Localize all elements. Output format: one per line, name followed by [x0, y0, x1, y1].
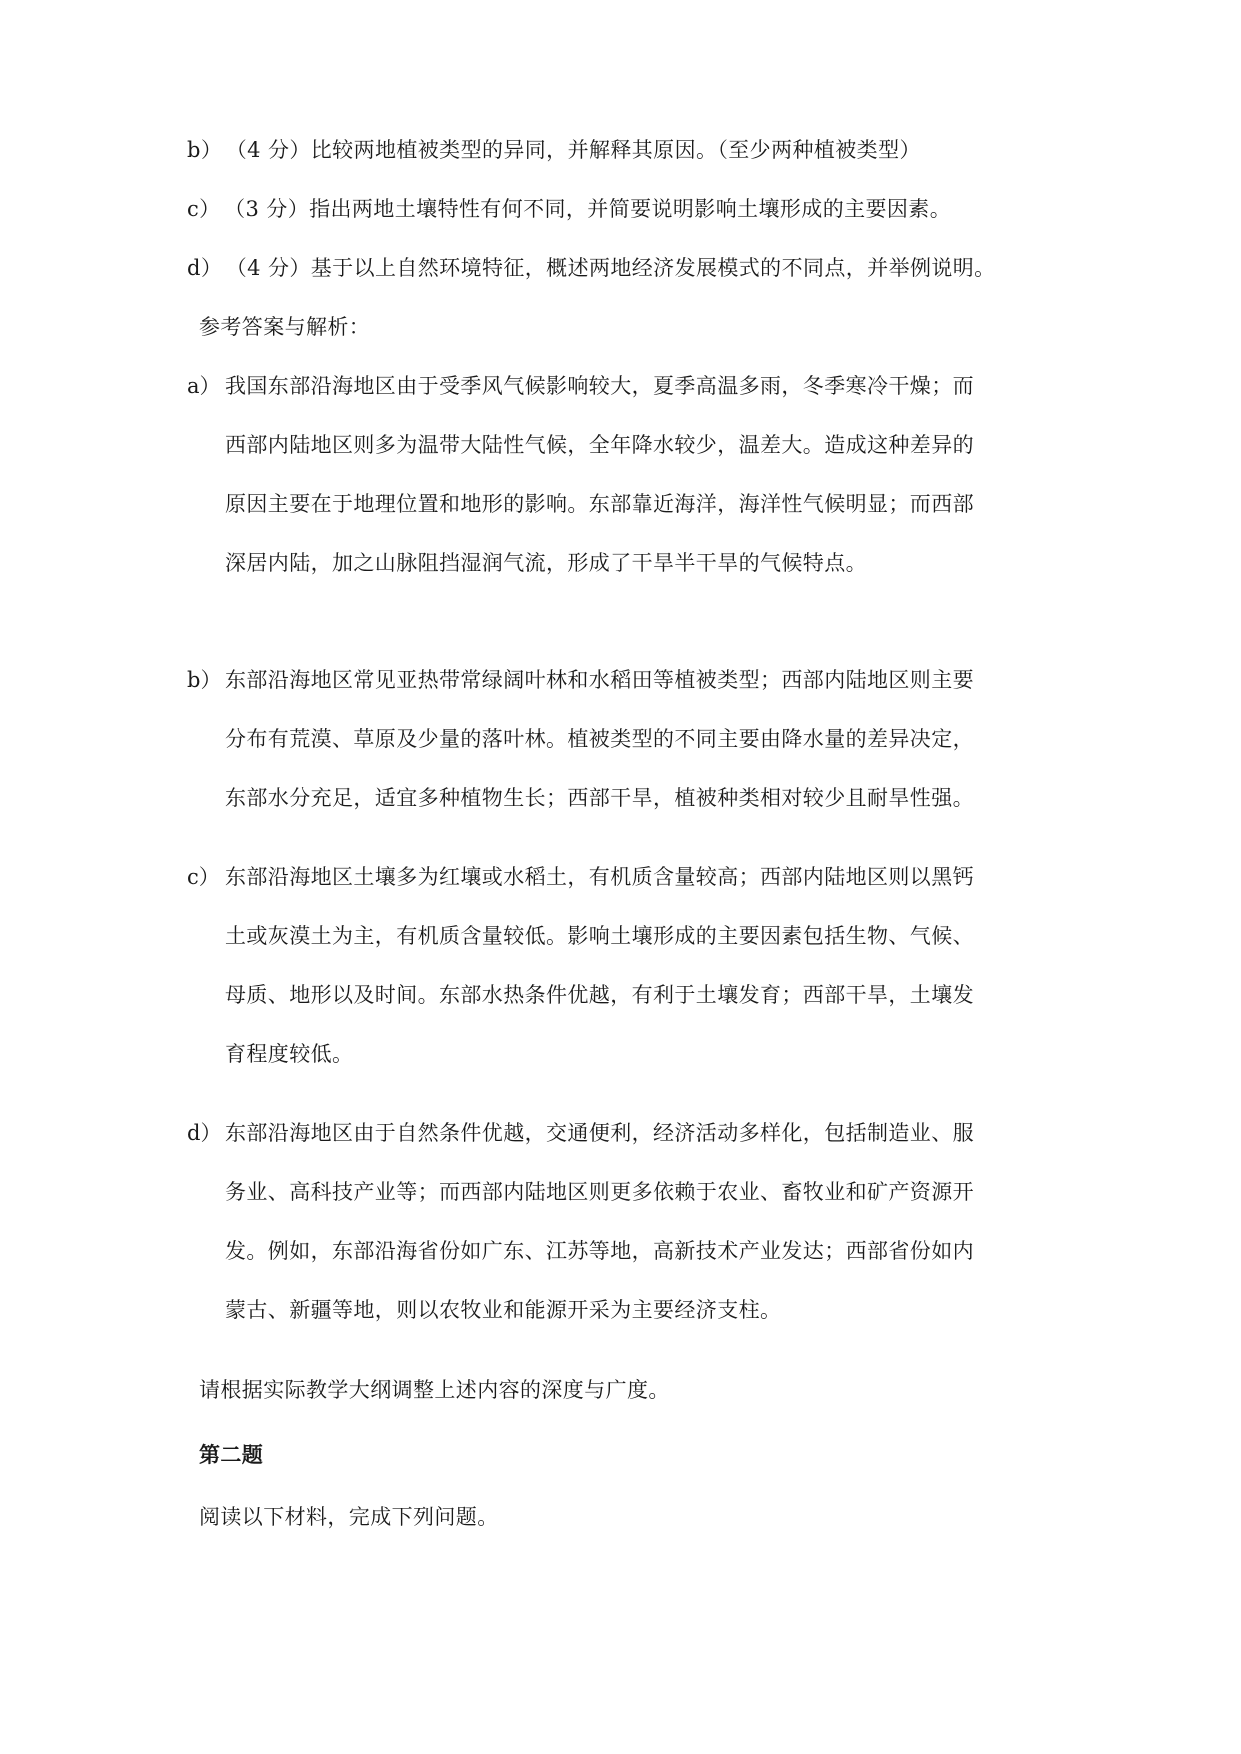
answer-body	[225, 372, 1085, 608]
answer-line: 我国东部沿海地区由于受季风气候影响较大，夏季高温多雨，冬季寒冷干燥；而	[225, 374, 974, 398]
answer-line: 土或灰漠土为主，有机质含量较低。影响土壤形成的主要因素包括生物、气候、	[225, 924, 974, 948]
answer-marker: d）	[187, 1121, 222, 1145]
answer-line: 育程度较低。	[225, 1042, 354, 1066]
answer-line: 发。例如，东部沿海省份如广东、江苏等地，高新技术产业发达；西部省份如内	[225, 1239, 974, 1263]
question-text: （4 分）基于以上自然环境特征，概述两地经济发展模式的不同点，并举例说明。	[236, 256, 996, 280]
section-title: 第二题	[199, 1442, 264, 1467]
question-text: （3 分）指出两地土壤特性有何不同，并简要说明影响土壤形成的主要因素。	[234, 197, 952, 221]
answer-line: 原因主要在于地理位置和地形的影响。东部靠近海洋，海洋性气候明显；而西部	[225, 492, 974, 516]
question-d	[187, 254, 996, 282]
answer-body	[225, 863, 1085, 1099]
question-marker: b）	[187, 138, 223, 162]
answer-marker: a）	[187, 374, 221, 398]
answer-marker: c）	[187, 865, 220, 889]
answer-line: 西部内陆地区则多为温带大陆性气候，全年降水较少，温差大。造成这种差异的	[225, 433, 974, 457]
question-b	[187, 136, 921, 164]
answer-line: 东部沿海地区土壤多为红壤或水稻土，有机质含量较高；西部内陆地区则以黑钙	[225, 865, 974, 889]
answer-line: 务业、高科技产业等；而西部内陆地区则更多依赖于农业、畜牧业和矿产资源开	[225, 1180, 974, 1204]
answer-line: 分布有荒漠、草原及少量的落叶林。植被类型的不同主要由降水量的差异决定，	[225, 727, 974, 751]
teaching-note: 请根据实际教学大纲调整上述内容的深度与广度。	[199, 1378, 670, 1402]
question-marker: c）	[187, 197, 221, 221]
answer-line: 东部沿海地区由于自然条件优越，交通便利，经济活动多样化，包括制造业、服	[225, 1121, 974, 1145]
answer-heading: 参考答案与解析：	[199, 315, 371, 339]
question-marker: d）	[187, 256, 223, 280]
answer-line: 东部水分充足，适宜多种植物生长；西部干旱，植被种类相对较少且耐旱性强。	[225, 786, 974, 810]
answer-line: 母质、地形以及时间。东部水热条件优越，有利于土壤发育；西部干旱，土壤发	[225, 983, 974, 1007]
answer-line: 蒙古、新疆等地，则以农牧业和能源开采为主要经济支柱。	[225, 1298, 782, 1322]
answer-body	[225, 666, 1085, 843]
section-intro: 阅读以下材料，完成下列问题。	[199, 1505, 499, 1529]
answer-line: 深居内陆，加之山脉阻挡湿润气流，形成了干旱半干旱的气候特点。	[225, 551, 867, 575]
answer-body	[225, 1119, 1085, 1355]
answer-marker: b）	[187, 668, 222, 692]
question-c	[187, 195, 951, 223]
answer-line: 东部沿海地区常见亚热带常绿阔叶林和水稻田等植被类型；西部内陆地区则主要	[225, 668, 974, 692]
question-text: （4 分）比较两地植被类型的异同，并解释其原因。（至少两种植被类型）	[236, 138, 921, 162]
